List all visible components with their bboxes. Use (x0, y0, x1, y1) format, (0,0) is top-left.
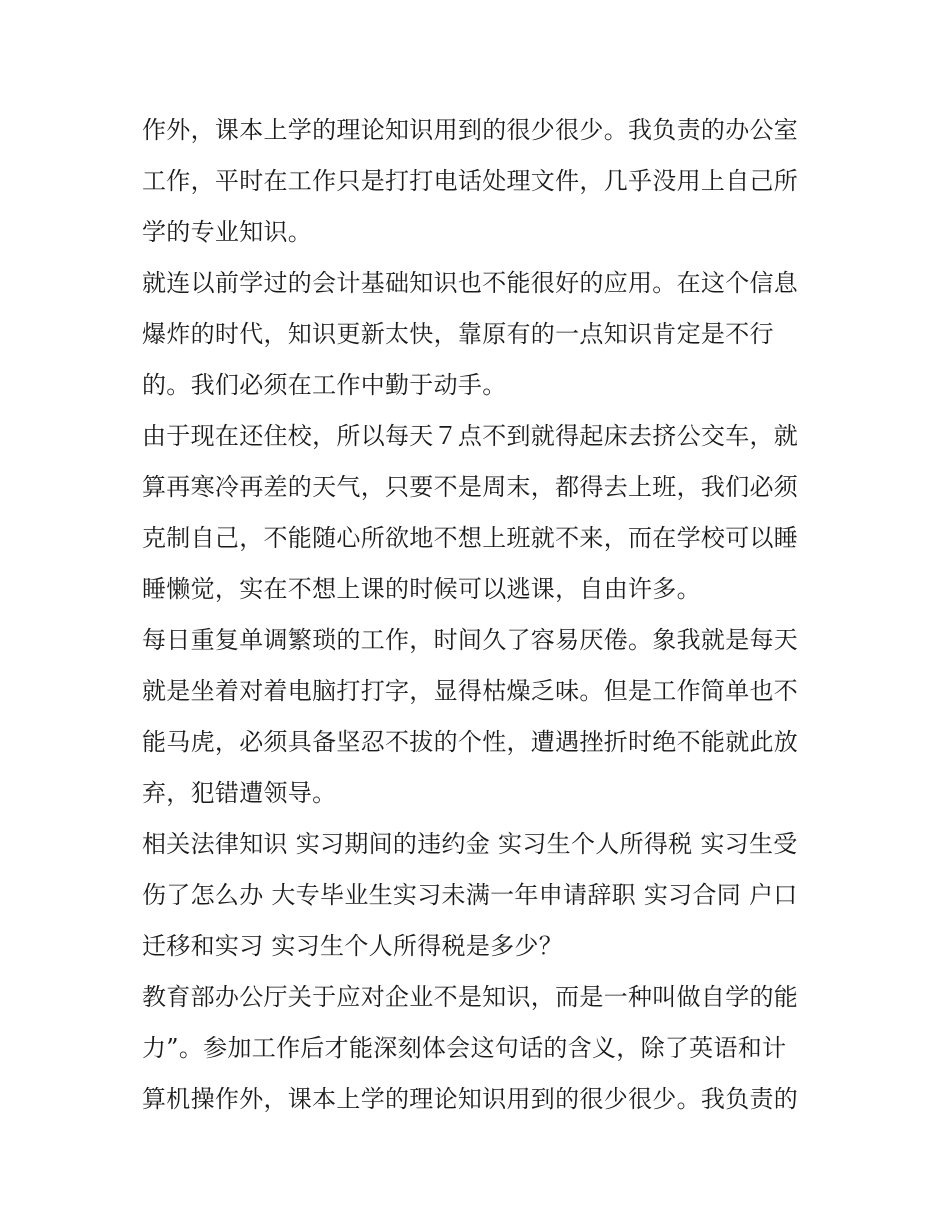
text-line: 能马虎，必须具备坚忍不拔的个性，遭遇挫折时绝不能就此放 (142, 728, 799, 756)
text-line: 爆炸的时代，知识更新太快，靠原有的一点知识肯定是不行 (142, 320, 774, 348)
text-line: 每日重复单调繁琐的工作，时间久了容易厌倦。象我就是每天 (142, 626, 799, 654)
text-line: 教育部办公厅关于应对企业不是知识，而是一种叫做自学的能 (142, 983, 799, 1011)
text-line: 由于现在还住校，所以每天７点不到就得起床去挤公交车，就 (142, 422, 799, 450)
text-line: 的。我们必须在工作中勤于动手。 (142, 371, 507, 399)
text-line: 睡懒觉，实在不想上课的时候可以逃课，自由许多。 (142, 575, 701, 603)
paragraph-5 (142, 823, 822, 976)
text-line: 力”。参加工作后才能深刻体会这句话的含义，除了英语和计 (142, 1034, 787, 1062)
text-line: 弃，犯错遭领导。 (142, 779, 337, 807)
text-line: 相关法律知识 实习期间的违约金 实习生个人所得税 实习生受 (142, 830, 798, 858)
paragraph-2 (142, 262, 822, 415)
text-line: 算再寒冷再差的天气，只要不是周末，都得去上班，我们必须 (142, 473, 799, 501)
paragraph-3 (142, 415, 822, 619)
paragraph-1 (142, 109, 822, 262)
text-line: 算机操作外，课本上学的理论知识用到的很少很少。我负责的 (142, 1085, 799, 1113)
text-line: 工作，平时在工作只是打打电话处理文件，几乎没用上自己所 (142, 167, 799, 195)
text-line: 克制自己，不能随心所欲地不想上班就不来，而在学校可以睡 (142, 524, 799, 552)
text-line: 伤了怎么办 大专毕业生实习未满一年申请辞职 实习合同 户口 (142, 881, 798, 909)
paragraph-6 (142, 976, 822, 1129)
paragraph-4 (142, 619, 822, 823)
text-line: 就连以前学过的会计基础知识也不能很好的应用。在这个信息 (142, 269, 799, 297)
text-line: 作外，课本上学的理论知识用到的很少很少。我负责的办公室 (142, 116, 799, 144)
text-line: 迁移和实习 实习生个人所得税是多少？ (142, 932, 564, 960)
document-body (142, 109, 822, 1129)
text-line: 就是坐着对着电脑打打字，显得枯燥乏味。但是工作简单也不 (142, 677, 799, 705)
text-line: 学的专业知识。 (142, 218, 313, 246)
